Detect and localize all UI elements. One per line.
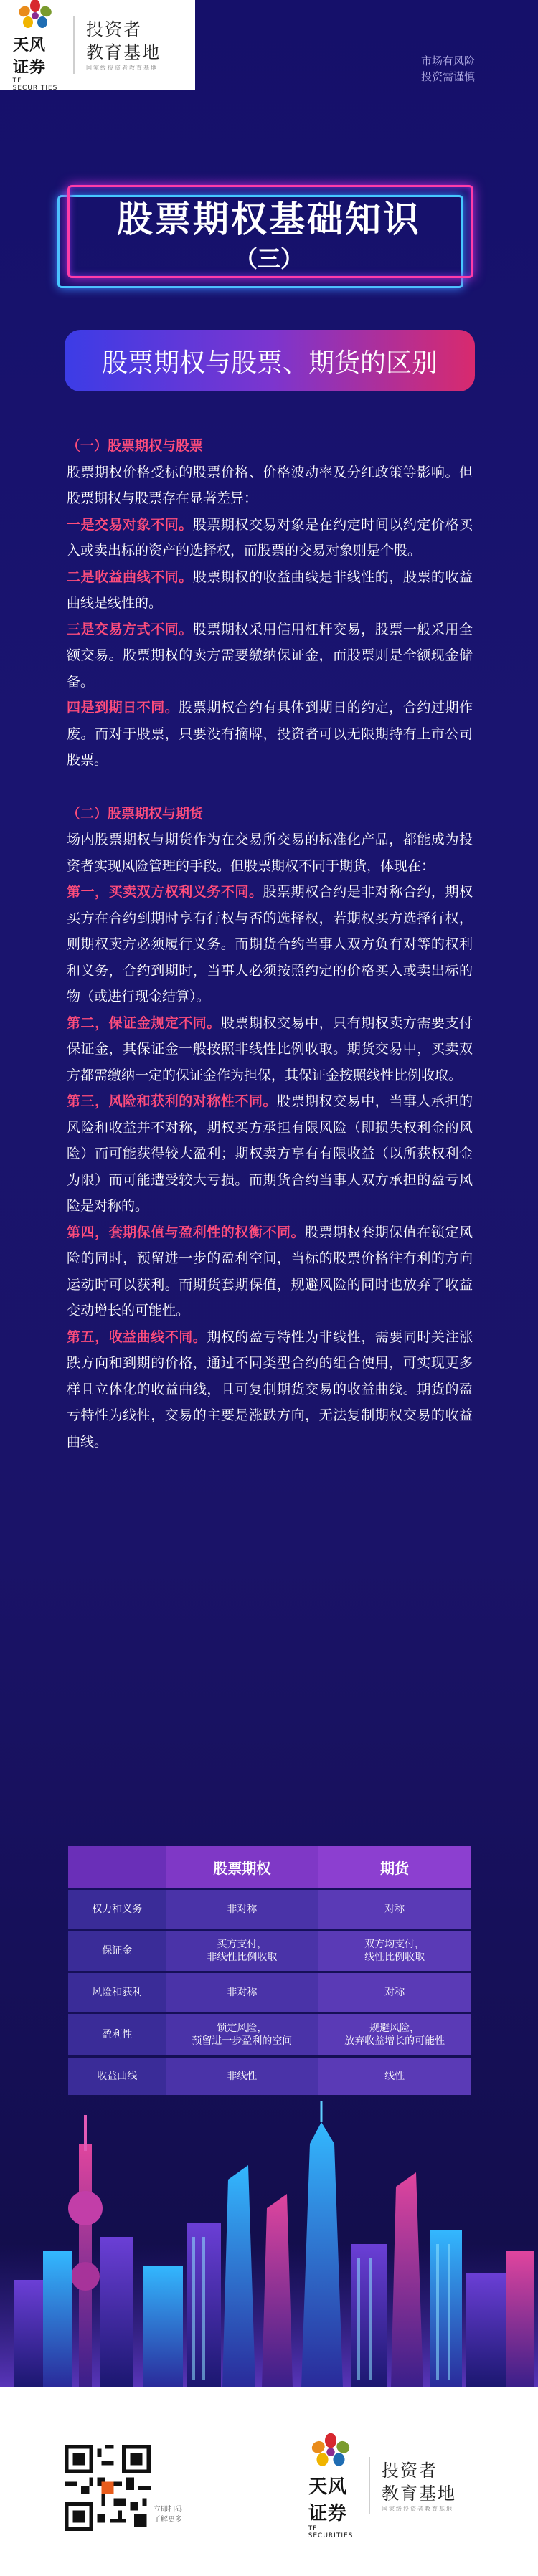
table-cell-label: 盈利性	[68, 2014, 166, 2055]
table-header-future: 期货	[318, 1846, 471, 1888]
section-1-item: 一是交易对象不同。股票期权交易对象是在约定时间以约定价格买入或卖出标的资产的选择权，而股票的交易对象则是个股。	[67, 516, 473, 559]
table-cell-label: 权力和义务	[68, 1890, 166, 1929]
table-cell-label: 保证金	[68, 1931, 166, 1971]
qr-caption	[154, 2505, 182, 2525]
table-cell-option: 非对称	[166, 1890, 318, 1929]
tf-logo-icon	[16, 0, 55, 32]
table-cell-future: 双方均支付， 线性比例收取	[318, 1931, 471, 1971]
table-header-blank	[68, 1846, 166, 1888]
table-header-row	[68, 1846, 471, 1888]
table-row	[68, 2014, 471, 2055]
section-1-intro: 股票期权价格受标的股票价格、价格波动率及分红政策等影响。但股票期权与股票存在显著差异：	[67, 464, 473, 506]
brand-tag: 国家级投资者教育基地	[86, 65, 158, 71]
section-banner: 股票期权与股票、期货的区别	[65, 330, 475, 391]
section-1-heading: （一）股票期权与股票	[67, 438, 204, 454]
table-cell-label: 风险和获利	[68, 1973, 166, 2012]
risk-line-2: 投资需谨慎	[420, 70, 475, 83]
table-cell-option: 非线性	[166, 2058, 318, 2095]
footer-logo-divider	[369, 2457, 370, 2514]
table-cell-label: 收益曲线	[68, 2058, 166, 2095]
page-subtitle: （三）	[234, 245, 303, 272]
header-logo-card	[0, 0, 195, 90]
footer	[0, 2387, 538, 2576]
qr-caption-1: 立即扫码	[154, 2506, 182, 2514]
table-cell-future: 对称	[318, 1890, 471, 1929]
risk-line-1: 市场有风险	[420, 54, 475, 67]
tf-logo	[13, 0, 57, 92]
section-2-item: 第五，收益曲线不同。期权的盈亏特性为非线性，需要同时关注涨跌方向和到期的价格，通过不同类型合约的组合使用，可实现更多样且立体化的收益曲线，且可复制期货交易的收益曲线。期货的盈亏特性为线性，交易的主要是涨跌方向，无法复制期权交易的收益曲线。	[67, 1329, 473, 1450]
qr-caption-2: 了解更多	[154, 2516, 182, 2524]
logo-divider	[73, 16, 75, 74]
section-2-item: 第四，套期保值与盈利性的权衡不同。股票期权套期保值在锁定风险的同时，预留进一步的盈利空间，当标的股票价格往有利的方向运动时可以获利。而期货套期保值，规避风险的同时也放弃了收益变动增长的可能性。	[67, 1224, 473, 1318]
table-cell-option: 非对称	[166, 1973, 318, 2012]
footer-logo-cn: 天风证券	[308, 2476, 348, 2524]
table-cell-option: 买方支付， 非线性比例收取	[166, 1931, 318, 1971]
section-1-item: 三是交易方式不同。股票期权采用信用杠杆交易，股票一般采用全额交易。股票期权的卖方需要缴纳保证金，而股票则是全额现金储备。	[67, 621, 473, 690]
logo-en-text: TF SECURITIES	[12, 77, 58, 92]
table-cell-option: 锁定风险， 预留进一步盈利的空间	[166, 2014, 318, 2055]
section-2-item: 第一，买卖双方权利义务不同。股票期权合约是非对称合约，期权买方在合约到期时享有行权与否的选择权，若期权买方选择行权，则期权卖方必须履行义务。而期货合约当事人双方负有对等的权利和义务，合约到期时，当事人必须按照约定的价格买入或卖出标的物（或进行现金结算）。	[67, 884, 473, 1004]
table-cell-future: 规避风险， 放弃收益增长的可能性	[318, 2014, 471, 2055]
table-row	[68, 1890, 471, 1929]
section-2-item: 第三，风险和获利的对称性不同。股票期权交易中，当事人承担的风险和收益并不对称，期权买方承担有限风险（即损失权利金的风险）而可能获得较大盈利；期权卖方享有有限收益（以所获权利金为限）而可能遭受较大亏损。而期货合约当事人双方承担的盈亏风险是对称的。	[67, 1093, 473, 1214]
article-body	[67, 433, 473, 1455]
footer-logo	[308, 2432, 456, 2539]
section-1-item: 四是到期日不同。股票期权合约有具体到期日的约定，合约过期作废。而对于股票，只要没有摘牌，投资者可以无限期持有上市公司股票。	[67, 700, 473, 768]
table-header-option: 股票期权	[166, 1846, 318, 1888]
table-cell-future: 线性	[318, 2058, 471, 2095]
section-1-item: 二是收益曲线不同。股票期权的收益曲线是非线性的，股票的收益曲线是线性的。	[67, 569, 473, 611]
tf-logo-icon	[308, 2432, 353, 2471]
brand-line-2: 教育基地	[86, 42, 161, 62]
footer-logo-en: TF SECURITIES	[308, 2525, 354, 2539]
table-row	[68, 1973, 471, 2012]
qr-code[interactable]	[65, 2445, 151, 2531]
footer-brand-tag: 国家级投资者教育基地	[382, 2505, 453, 2512]
section-2-item: 第二，保证金规定不同。股票期权交易中，只有期权卖方需要支付保证金，其保证金一般按照非线性比例收取。期货交易中，买卖双方都需缴纳一定的保证金作为担保，其保证金按照线性比例收取。	[67, 1014, 473, 1083]
tf-logo	[308, 2432, 353, 2539]
table-row	[68, 1931, 471, 1971]
footer-brand-line-1: 投资者	[382, 2460, 438, 2481]
comparison-table	[68, 1844, 471, 2097]
table-cell-future: 对称	[318, 1973, 471, 2012]
page-title: 股票期权基础知识	[117, 199, 421, 240]
brand-text	[86, 18, 161, 72]
section-2-intro: 场内股票期权与期货作为在交易所交易的标准化产品，都能成为投资者实现风险管理的手段。但股票期权不同于期货，体现在：	[67, 832, 473, 874]
city-skyline-illustration	[0, 2101, 538, 2387]
footer-brand-text	[382, 2459, 456, 2513]
section-2-heading: （二）股票期权与期货	[67, 805, 204, 822]
footer-brand-line-2: 教育基地	[382, 2483, 456, 2504]
table-row	[68, 2058, 471, 2095]
brand-line-1: 投资者	[86, 19, 142, 39]
logo-cn-text: 天风证券	[13, 36, 47, 77]
risk-warning	[421, 53, 475, 85]
